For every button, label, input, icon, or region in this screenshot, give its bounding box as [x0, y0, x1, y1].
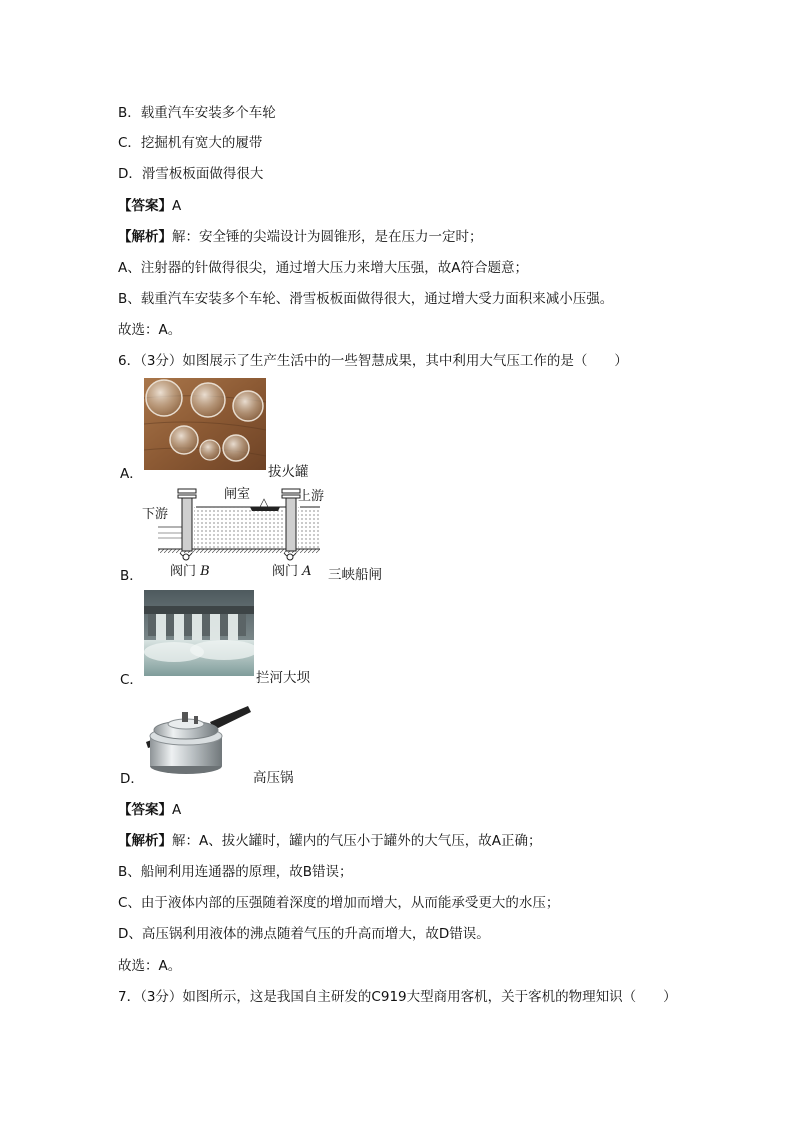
q6-analysis-line: D、高压锅利用液体的沸点随着气压的升高而增大，故D错误。: [118, 926, 490, 942]
answer-tag: 【答案】: [118, 802, 172, 818]
q6-option-d-letter: D．: [120, 771, 144, 787]
q6-option-d-caption: 高压锅: [253, 770, 294, 786]
q6-analysis-line: 故选：A。: [118, 958, 182, 974]
q6-answer: [118, 800, 181, 820]
q5-analysis-line: [118, 227, 483, 247]
q6-analysis-line: B、船闸利用连通器的原理，故B错误；: [118, 864, 353, 880]
q6-option-a-letter: A．: [120, 466, 143, 482]
label-upstream: 上游: [298, 489, 325, 504]
q7-stem: 7．（3分）如图所示，这是我国自主研发的C919大型商用客机，关于客机的物理知识（ ）: [118, 989, 677, 1005]
q6-stem: 6．（3分）如图展示了生产生活中的一些智慧成果，其中利用大气压工作的是（ ）: [118, 353, 628, 369]
q6-option-b-letter: B．: [120, 568, 143, 584]
analysis-text: 解：A、拔火罐时，罐内的气压小于罐外的大气压，故A正确；: [172, 833, 542, 849]
label-chamber: 闸室: [224, 487, 251, 502]
q5-analysis-line: A、注射器的针做得很尖，通过增大压力来增大压强，故A符合题意；: [118, 260, 528, 276]
q5-option-d: D．滑雪板板面做得很大: [118, 166, 264, 182]
q6-analysis-line: C、由于液体内部的压强随着深度的增加而增大，从而能承受更大的水压；: [118, 895, 560, 911]
q6-option-b-caption: 三峡船闸: [328, 567, 382, 583]
analysis-tag: 【解析】: [118, 833, 172, 849]
ship-lock-diagram: [140, 481, 340, 579]
analysis-text: 解：安全锤的尖端设计为圆锥形，是在压力一定时；: [172, 229, 483, 245]
q6-option-c-caption: 拦河大坝: [256, 670, 310, 686]
q6-option-a-caption: 拔火罐: [268, 464, 309, 480]
pressure-cooker-photo: [144, 700, 252, 778]
cupping-jars-photo: [144, 378, 266, 470]
q5-analysis-line: B、载重汽车安装多个车轮、滑雪板板面做得很大，通过增大受力面积来减小压强。: [118, 291, 614, 307]
dam-photo: [144, 590, 254, 676]
label-valve-a: 阀门 A: [272, 564, 312, 579]
q5-option-c: C．挖掘机有宽大的履带: [118, 135, 263, 151]
answer-value: A: [172, 198, 182, 214]
q5-answer: [118, 196, 181, 216]
answer-value: A: [172, 802, 182, 818]
q5-analysis-line: 故选：A。: [118, 322, 182, 338]
label-valve-b: 阀门 B: [170, 564, 210, 579]
q6-option-c-letter: C．: [120, 672, 143, 688]
q5-option-b: B．载重汽车安装多个车轮: [118, 105, 276, 121]
answer-tag: 【答案】: [118, 198, 172, 214]
q6-analysis-line: [118, 831, 541, 851]
analysis-tag: 【解析】: [118, 229, 172, 245]
label-downstream: 下游: [142, 507, 169, 522]
